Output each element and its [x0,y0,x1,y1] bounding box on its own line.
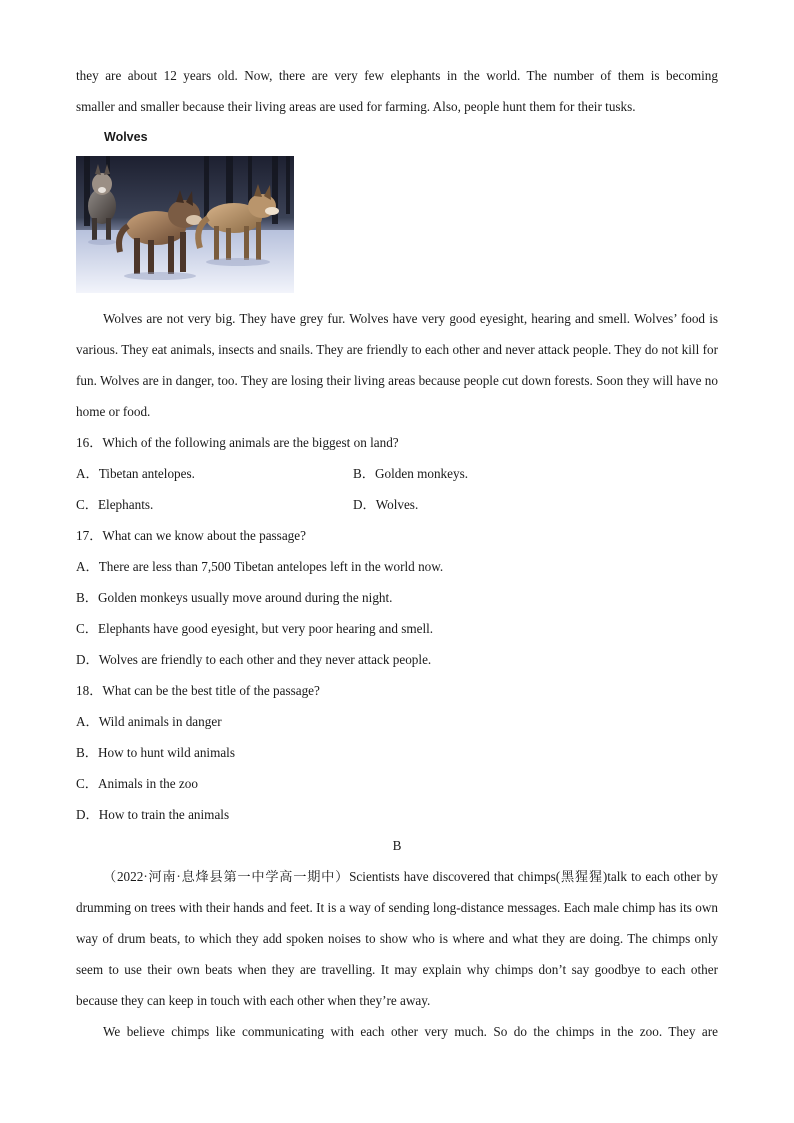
section-heading-wolves: Wolves [104,130,148,144]
option-c[interactable]: C．Animals in the zoo [76,776,198,791]
options-row [76,458,718,489]
option-b[interactable]: B．How to hunt wild animals [76,745,235,760]
option-a[interactable]: A．There are less than 7,500 Tibetan antelopes left in the world now. [76,559,444,574]
paragraph-line: smaller and smaller because their living areas are used for farming. Also, people hunt them for their tusks. [76,99,636,114]
option-d[interactable]: D．How to train the animals [76,807,230,822]
wolves-paragraph: Wolves are not very big. They have grey fur. Wolves have very good eyesight, hearing and smell. Wolves’ food is various. They eat animals, insects and snails. They are friendly to each other and never attack people. They do not kill for fun. Wolves are in danger, too. They are losing their living areas because people cut down forests. Soon they will have no home or food. [76,311,718,419]
option-b[interactable]: B．Golden monkeys. [353,466,469,481]
section-label-b: B [392,838,402,853]
chimps-paragraph: （2022·河南·息烽县第一中学高一期中）Scientists have discovered that chimps(黑猩猩)talk to each other by drumming on trees with their hands and feet. It is a way of sending long-distance messages. Each male chimp has its own way of drum beats, to which they add spoken noises to show who is where and what they are doing. The chimps only seem to use their own beats when they are travelling. It may explain why chimps don’t say goodbye to each other because they can keep in touch with each other when they’re away. [76,869,718,1008]
question-stem: 16．Which of the following animals are the biggest on land? [76,435,399,450]
option-a[interactable]: A．Tibetan antelopes. [76,466,195,481]
options-row [76,489,718,520]
chimps-paragraph-2: We believe chimps like communicating with each other very much. So do the chimps in the zoo. They are [103,1024,718,1039]
option-b[interactable]: B．Golden monkeys usually move around during the night. [76,590,393,605]
option-d[interactable]: D．Wolves are friendly to each other and they never attack people. [76,652,432,667]
option-c[interactable]: C．Elephants. [76,497,154,512]
option-a[interactable]: A．Wild animals in danger [76,714,222,729]
wolves-photo [76,156,294,293]
document-page [76,60,718,1047]
paragraph-line: they are about 12 years old. Now, there are very few elephants in the world. The number of them is becoming [76,68,718,83]
question-stem: 18．What can be the best title of the passage? [76,683,320,698]
option-d[interactable]: D．Wolves. [353,497,419,512]
option-c[interactable]: C．Elephants have good eyesight, but very poor hearing and smell. [76,621,434,636]
question-stem: 17．What can we know about the passage? [76,528,306,543]
